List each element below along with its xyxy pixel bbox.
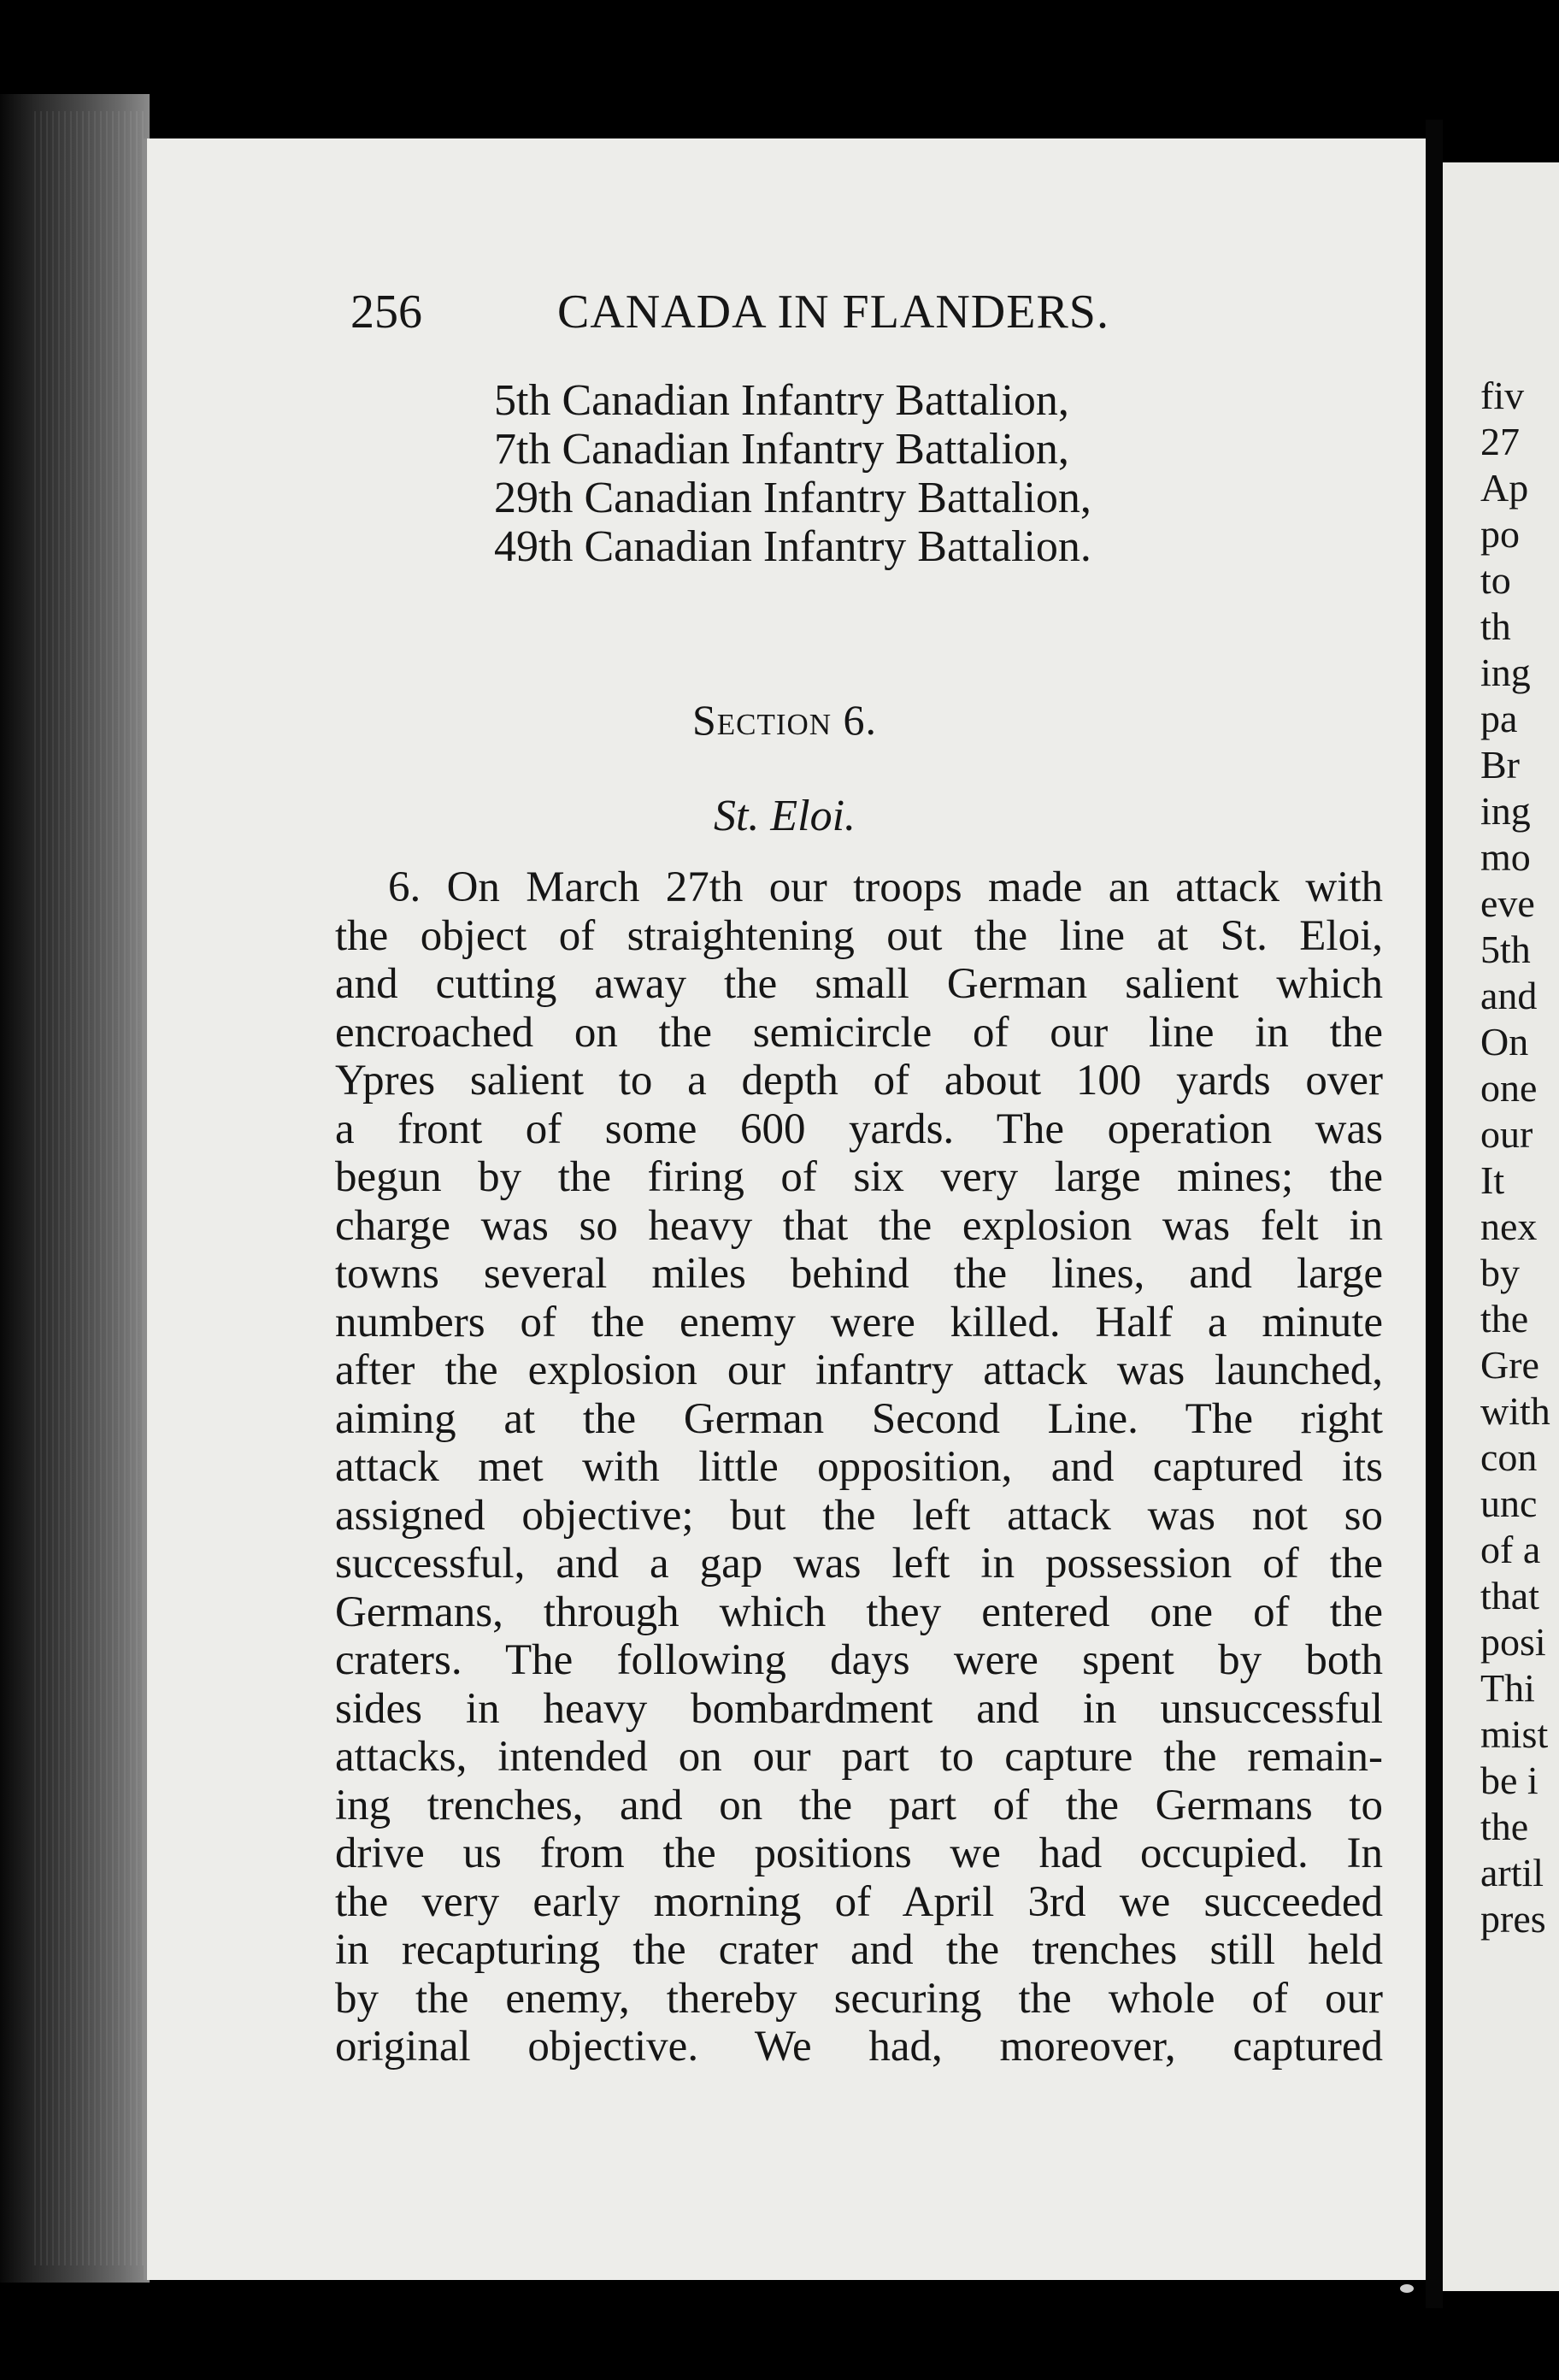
body-line: Ypres salient to a depth of about 100 yards over xyxy=(335,1057,1383,1105)
right-page-fragment: 5th xyxy=(1480,928,1531,971)
body-line: and cutting away the small German salient which xyxy=(335,960,1383,1008)
right-page-fragment: posi xyxy=(1480,1620,1546,1664)
body-line: by the enemy, thereby securing the whole of our xyxy=(335,1974,1383,2023)
right-page-fragment: of a xyxy=(1480,1528,1541,1571)
body-line: ing trenches, and on the part of the Germans to xyxy=(335,1781,1383,1829)
right-page-fragment: that xyxy=(1480,1574,1539,1617)
page-header xyxy=(350,282,1171,342)
right-page-fragment: nex xyxy=(1480,1205,1538,1248)
right-page-fragment: the xyxy=(1480,1805,1529,1848)
book-gutter xyxy=(1426,120,1443,2308)
page-edges xyxy=(34,111,145,2265)
right-page-fragment: with xyxy=(1480,1389,1550,1433)
right-page-fragment: to xyxy=(1480,558,1511,602)
body-line: assigned objective; but the left attack was not so xyxy=(335,1491,1383,1540)
right-page-fragment: po xyxy=(1480,512,1520,556)
body-line: a front of some 600 yards. The operation was xyxy=(335,1105,1383,1153)
right-page-fragment: Thi xyxy=(1480,1666,1535,1710)
body-line: numbers of the enemy were killed. Half a minute xyxy=(335,1298,1383,1346)
body-line: sides in heavy bombardment and in unsuccessful xyxy=(335,1684,1383,1733)
battalion-item: 29th Canadian Infantry Battalion, xyxy=(494,474,1091,522)
right-page-fragment: It xyxy=(1480,1158,1505,1202)
right-page-fragment: Ap xyxy=(1480,466,1529,510)
body-line: begun by the firing of six very large mines; the xyxy=(335,1153,1383,1201)
right-page-fragment: On xyxy=(1480,1020,1529,1063)
right-page-fragment: th xyxy=(1480,604,1511,648)
right-page-fragment: be i xyxy=(1480,1758,1538,1802)
right-page-fragment: fiv xyxy=(1480,374,1525,417)
right-page-fragment: and xyxy=(1480,974,1538,1017)
section-subtitle: St. Eloi. xyxy=(713,792,856,840)
right-page-fragment: ing xyxy=(1480,789,1531,833)
body-line: aiming at the German Second Line. The right xyxy=(335,1394,1383,1443)
section-heading: Section 6. xyxy=(691,696,878,744)
right-page-fragment: 27 xyxy=(1480,420,1520,463)
battalion-item: 5th Canadian Infantry Battalion, xyxy=(494,376,1069,425)
right-page-fragment: con xyxy=(1480,1435,1538,1479)
body-line: the object of straightening out the line at St. Eloi, xyxy=(335,911,1383,960)
body-line: attacks, intended on our part to capture the remain- xyxy=(335,1733,1383,1781)
body-line: after the explosion our infantry attack was launched, xyxy=(335,1346,1383,1394)
body-line: encroached on the semicircle of our line in the xyxy=(335,1008,1383,1057)
right-page-fragment: eve xyxy=(1480,881,1535,925)
body-line: the very early morning of April 3rd we succeeded xyxy=(335,1877,1383,1926)
right-page-fragment: unc xyxy=(1480,1482,1538,1525)
body-line: charge was so heavy that the explosion was felt in xyxy=(335,1201,1383,1250)
right-page-fragment: mo xyxy=(1480,835,1531,879)
battalion-item: 49th Canadian Infantry Battalion. xyxy=(494,522,1091,571)
right-page-fragment: by xyxy=(1480,1251,1520,1294)
body-line: towns several miles behind the lines, and large xyxy=(335,1250,1383,1298)
body-paragraph xyxy=(335,863,1383,2071)
right-page-fragment: artil xyxy=(1480,1851,1544,1894)
right-page-fragment: Gre xyxy=(1480,1343,1539,1387)
battalion-list xyxy=(494,376,1229,571)
right-page-fragment: mist xyxy=(1480,1712,1549,1756)
running-head: CANADA IN FLANDERS. xyxy=(557,286,1109,339)
body-line: 6. On March 27th our troops made an attack with xyxy=(388,863,1383,911)
right-page-fragment: Br xyxy=(1480,743,1520,786)
body-line: attack met with little opposition, and captured its xyxy=(335,1443,1383,1491)
body-line: drive us from the positions we had occupied. In xyxy=(335,1829,1383,1877)
body-line: in recapturing the crater and the trenches still held xyxy=(335,1926,1383,1974)
body-line: successful, and a gap was left in possession of the xyxy=(335,1540,1383,1588)
body-line: craters. The following days were spent by both xyxy=(335,1636,1383,1684)
body-line: Germans, through which they entered one of the xyxy=(335,1588,1383,1636)
right-page-fragment: our xyxy=(1480,1112,1533,1156)
dust-speck xyxy=(1400,2284,1414,2293)
battalion-item: 7th Canadian Infantry Battalion, xyxy=(494,425,1069,474)
right-page-fragment: pa xyxy=(1480,697,1518,740)
right-page-fragment: pres xyxy=(1480,1897,1546,1941)
page-number: 256 xyxy=(350,286,422,339)
right-page-edge xyxy=(1443,162,1559,2291)
body-line: original objective. We had, moreover, captured xyxy=(335,2023,1383,2071)
right-page-fragment: one xyxy=(1480,1066,1538,1110)
right-page-fragment: ing xyxy=(1480,651,1531,694)
right-page-fragment: the xyxy=(1480,1297,1529,1340)
